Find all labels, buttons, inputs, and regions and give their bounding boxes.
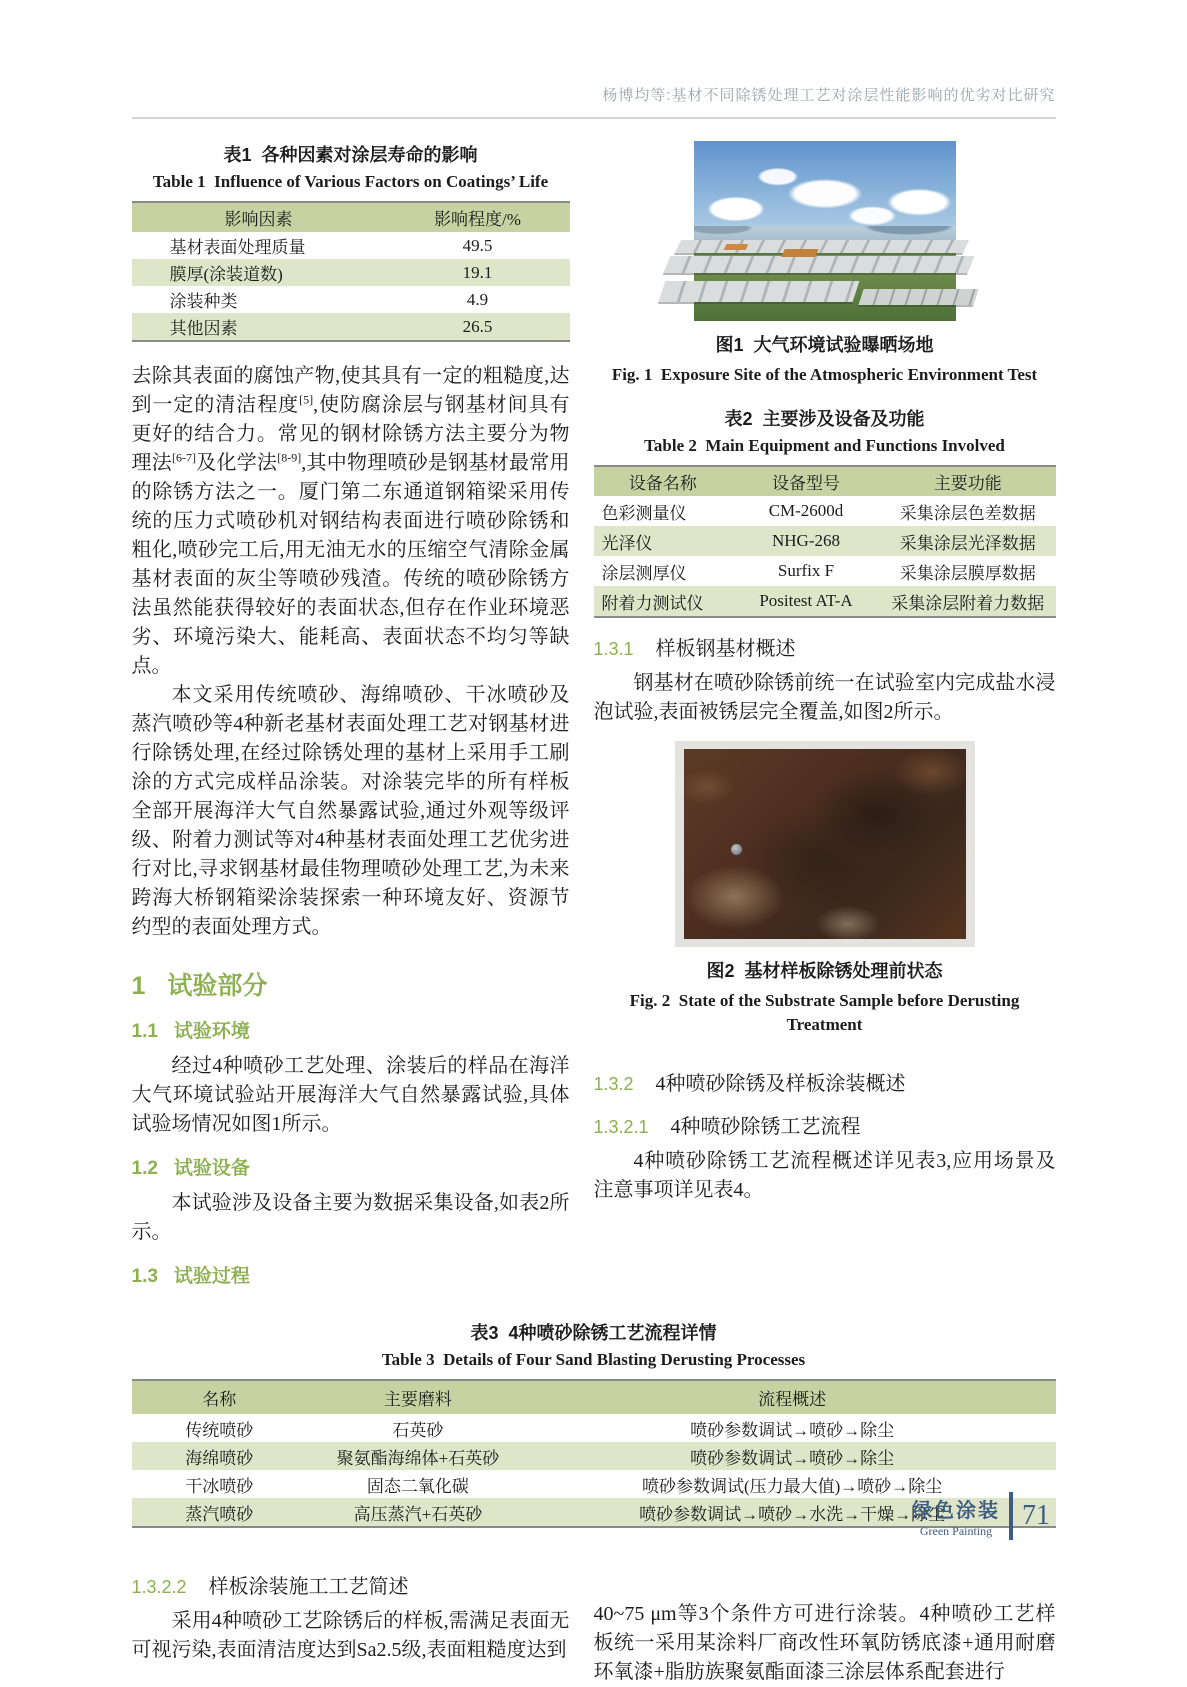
table-header-cell: 主要磨料 — [383, 1390, 452, 1409]
section-title: 试验部分 — [167, 972, 268, 1000]
table1-block — [132, 141, 570, 342]
section-heading-1-3-1 — [594, 632, 1056, 661]
table2-title-en: Table 2 Main Equipment and Functions Involved — [644, 436, 1005, 455]
table2-header-row — [594, 466, 1056, 496]
footer-divider-bar — [1009, 1492, 1013, 1540]
table-header-cell: 影响因素 — [224, 210, 293, 229]
sky-and-clouds — [694, 141, 956, 226]
table-cell: 高压蒸汽+石英砂 — [353, 1504, 483, 1524]
rusty-sample-patch — [781, 249, 819, 257]
figure2-photo — [675, 741, 975, 947]
paragraph-substrate-overview: 钢基材在喷砂除锈前统一在试验室内完成盐水浸泡试验,表面被锈层完全覆盖,如图2所示。 — [593, 672, 1056, 723]
table-cell: Positest AT-A — [759, 591, 853, 610]
figure1-block — [594, 141, 1056, 387]
section-heading-1-3 — [132, 1261, 570, 1288]
section-heading-1-3-2 — [594, 1067, 1056, 1096]
page-number: 71 — [1022, 1500, 1050, 1531]
paragraph-process-reference: 4种喷砂除锈工艺流程概述详见表3,应用场景及注意事项详见表4。 — [593, 1150, 1056, 1201]
text-segment: ,其中物理喷砂是钢基材最常用的除锈方法之一。厦门第二东通道钢箱梁采用传统的压力式喷砂机对钢结构表面进行喷砂除锈和粗化,喷砂完工后,用无油无水的压缩空气清除金属基材表面的灰尘等喷砂残渣。传统的喷砂除锈方法虽然能获得较好的表面状态,但存在作业环境恶劣、环境污染大、能耗高、表面状态不均匀等缺点。 — [131, 452, 570, 677]
table-cell: 涂装种类 — [169, 292, 238, 311]
test-rack-row — [664, 256, 975, 273]
section-heading-1-3-2-2 — [132, 1570, 570, 1599]
table-cell: 19.1 — [462, 262, 493, 282]
section-number: 1.3.2.1 — [593, 1117, 649, 1137]
panel-hole — [731, 844, 742, 855]
table1-title-en: Table 1 Influence of Various Factors on Coatings’ Life — [152, 172, 549, 191]
rusty-sample-patch — [724, 244, 749, 250]
section-title: 4种喷砂除锈及样板涂装概述 — [655, 1073, 906, 1095]
table-row — [132, 1442, 1056, 1470]
bottom-right-column — [594, 1556, 1056, 1687]
reference-superscript: [5] — [299, 392, 314, 407]
table-row — [132, 286, 570, 313]
paragraph-test-environment: 经过4种喷砂工艺处理、涂装后的样品在海洋大气环境试验站开展海洋大气自然暴露试验,具体试验场情况如图1所示。 — [131, 1055, 570, 1135]
section-heading-1 — [132, 966, 570, 1002]
table1 — [132, 201, 570, 342]
reference-superscript: [6-7] — [172, 450, 196, 465]
journal-name-cn: 绿色涂装 — [912, 1499, 1000, 1522]
figure2-caption-cn: 图2 基材样板除锈处理前状态 — [706, 961, 943, 981]
left-column — [132, 141, 570, 1297]
test-rack-row — [675, 240, 970, 253]
table-cell: 基材表面处理质量 — [169, 238, 306, 257]
section-title: 试验设备 — [173, 1158, 250, 1179]
reference-superscript: [8-9] — [277, 450, 302, 465]
table1-header-row — [132, 202, 570, 232]
right-column — [594, 141, 1056, 1297]
section-number: 1.2 — [131, 1158, 158, 1179]
table-cell: 喷砂参数调试→喷砂→水洗→干燥→除尘 — [639, 1504, 946, 1524]
section-number: 1.3.2.2 — [131, 1577, 187, 1597]
table-cell: 蒸汽喷砂 — [185, 1504, 254, 1524]
section-title: 试验过程 — [173, 1266, 250, 1287]
table-row — [132, 1414, 1056, 1442]
table-cell: 聚氨酯海绵体+石英砂 — [336, 1448, 500, 1468]
table-row — [594, 556, 1056, 586]
section-title: 样板钢基材概述 — [655, 638, 796, 660]
table-header-cell: 设备名称 — [628, 474, 697, 493]
table1-body — [132, 232, 570, 341]
paragraph-test-equipment: 本试验涉及设备主要为数据采集设备,如表2所示。 — [131, 1192, 570, 1243]
table-cell: 膜厚(涂装道数) — [169, 265, 283, 284]
section-heading-1-2 — [132, 1153, 570, 1180]
section-number: 1.1 — [131, 1021, 158, 1042]
page-content — [132, 0, 1056, 1687]
table-row — [594, 496, 1056, 526]
table-cell: 固态二氧化碳 — [366, 1476, 469, 1496]
table-cell: 4.9 — [466, 289, 489, 309]
table-cell: 光泽仪 — [601, 533, 653, 553]
table2 — [594, 465, 1056, 618]
figure2-caption-en: Fig. 2 State of the Substrate Sample before Derusting Treatment — [629, 991, 1024, 1034]
table-row — [594, 526, 1056, 556]
table-cell: 传统喷砂 — [185, 1420, 254, 1440]
table-cell: 涂层测厚仪 — [601, 563, 687, 583]
section-heading-1-1 — [132, 1016, 570, 1043]
figure1-photo — [694, 141, 956, 321]
figure1-caption-cn: 图1 大气环境试验曝晒场地 — [715, 335, 934, 355]
paragraph-overview: 本文采用传统喷砂、海绵喷砂、干冰喷砂及蒸汽喷砂等4种新老基材表面处理工艺对钢基材进行除锈处理,在经过除锈处理的基材上采用手工刷涂的方式完成样品涂装。对涂装完毕的所有样板全部开展海洋大气自然暴露试验,通过外观等级评级、附着力测试等对4种基材表面处理工艺优劣进行对比,寻求钢基材最佳物理喷砂处理工艺,为未来跨海大桥钢箱梁涂装探索一种环境友好、资源节约型的表面处理方式。 — [131, 684, 570, 938]
text-segment: ,使防腐涂层与钢基材间具有更好的结合力。常见的钢材除锈方法主要分为物理法 — [131, 394, 570, 474]
figure1-caption-en: Fig. 1 Exposure Site of the Atmospheric Environment Test — [611, 365, 1038, 384]
table-cell: 石英砂 — [392, 1420, 444, 1440]
section-title: 试验环境 — [173, 1021, 250, 1042]
text-segment: 去除其表面的腐蚀产物,使其具有一定的粗糙度,达到一定的清洁程度 — [131, 365, 570, 416]
table-cell: 喷砂参数调试→喷砂→除尘 — [690, 1420, 895, 1440]
paragraph-intro-continuation — [132, 362, 570, 681]
journal-name-en: Green Painting — [919, 1523, 993, 1538]
test-rack-row — [859, 289, 979, 305]
paragraph-coating-process-left: 采用4种喷砂工艺除锈后的样板,需满足表面无可视污染,表面清洁度达到Sa2.5级,表面粗糙度达到 — [131, 1610, 570, 1661]
table-row — [132, 313, 570, 341]
main-columns — [132, 141, 1056, 1297]
table-cell: 其他因素 — [169, 319, 238, 338]
table3-title-en: Table 3 Details of Four Sand Blasting Derusting Processes — [381, 1350, 806, 1369]
test-rack-row — [659, 281, 860, 302]
table-cell: 采集涂层色差数据 — [899, 503, 1036, 523]
journal-name — [912, 1494, 1000, 1539]
table-row — [132, 259, 570, 286]
section-number: 1 — [131, 972, 146, 1000]
text-segment: 及化学法 — [196, 452, 278, 474]
section-number: 1.3 — [131, 1266, 158, 1287]
table-cell: Surfix F — [777, 561, 835, 580]
table-cell: 49.5 — [462, 235, 493, 255]
table1-title-cn: 表1 各种因素对涂层寿命的影响 — [223, 145, 478, 165]
table-row — [132, 232, 570, 259]
bottom-columns — [132, 1556, 1056, 1687]
page-footer — [912, 1492, 1050, 1540]
table-header-cell: 主要功能 — [933, 474, 1002, 493]
table-cell: 喷砂参数调试→喷砂→除尘 — [690, 1448, 895, 1468]
table-cell: 附着力测试仪 — [601, 593, 704, 613]
table-cell: 采集涂层光泽数据 — [899, 533, 1036, 553]
table-cell: 干冰喷砂 — [185, 1476, 254, 1496]
table-cell: 26.5 — [462, 316, 493, 336]
table-cell: 海绵喷砂 — [185, 1448, 254, 1468]
table-header-cell: 设备型号 — [772, 474, 840, 493]
table3-title-cn: 表3 4种喷砂除锈工艺流程详情 — [470, 1323, 717, 1343]
table2-block — [594, 405, 1056, 618]
table-cell: 色彩测量仪 — [601, 503, 687, 523]
table-header-cell: 名称 — [202, 1390, 237, 1409]
figure2-block — [594, 741, 1056, 1037]
table-header-cell: 影响程度/% — [434, 210, 521, 229]
running-head: 杨博均等:基材不同除锈处理工艺对涂层性能影响的优劣对比研究 — [132, 84, 1056, 119]
table2-body — [594, 496, 1056, 617]
table-cell: 采集涂层膜厚数据 — [899, 563, 1036, 583]
table-header-cell: 流程概述 — [758, 1390, 827, 1409]
section-heading-1-3-2-1 — [594, 1110, 1056, 1139]
table-cell: 喷砂参数调试(压力最大值)→喷砂→除尘 — [641, 1476, 943, 1496]
table-row — [594, 586, 1056, 617]
rusted-panel — [684, 749, 966, 939]
table3-header-row — [132, 1380, 1056, 1414]
table-cell: 采集涂层附着力数据 — [891, 593, 1045, 613]
bottom-left-column — [132, 1556, 570, 1687]
section-number: 1.3.1 — [593, 639, 634, 659]
table-cell: NHG-268 — [772, 531, 840, 550]
section-title: 样板涂装施工工艺简述 — [208, 1576, 409, 1598]
table-cell: CM-2600d — [768, 501, 844, 520]
table2-title-cn: 表2 主要涉及设备及功能 — [724, 409, 925, 429]
section-title: 4种喷砂除锈工艺流程 — [670, 1116, 861, 1138]
paragraph-coating-process-right: 40~75 μm等3个条件方可进行涂装。4种喷砂工艺样板统一采用某涂料厂商改性环氧防锈底漆+通用耐磨环氧漆+脂肪族聚氨酯面漆三涂层体系配套进行 — [593, 1603, 1056, 1683]
section-number: 1.3.2 — [593, 1074, 634, 1094]
